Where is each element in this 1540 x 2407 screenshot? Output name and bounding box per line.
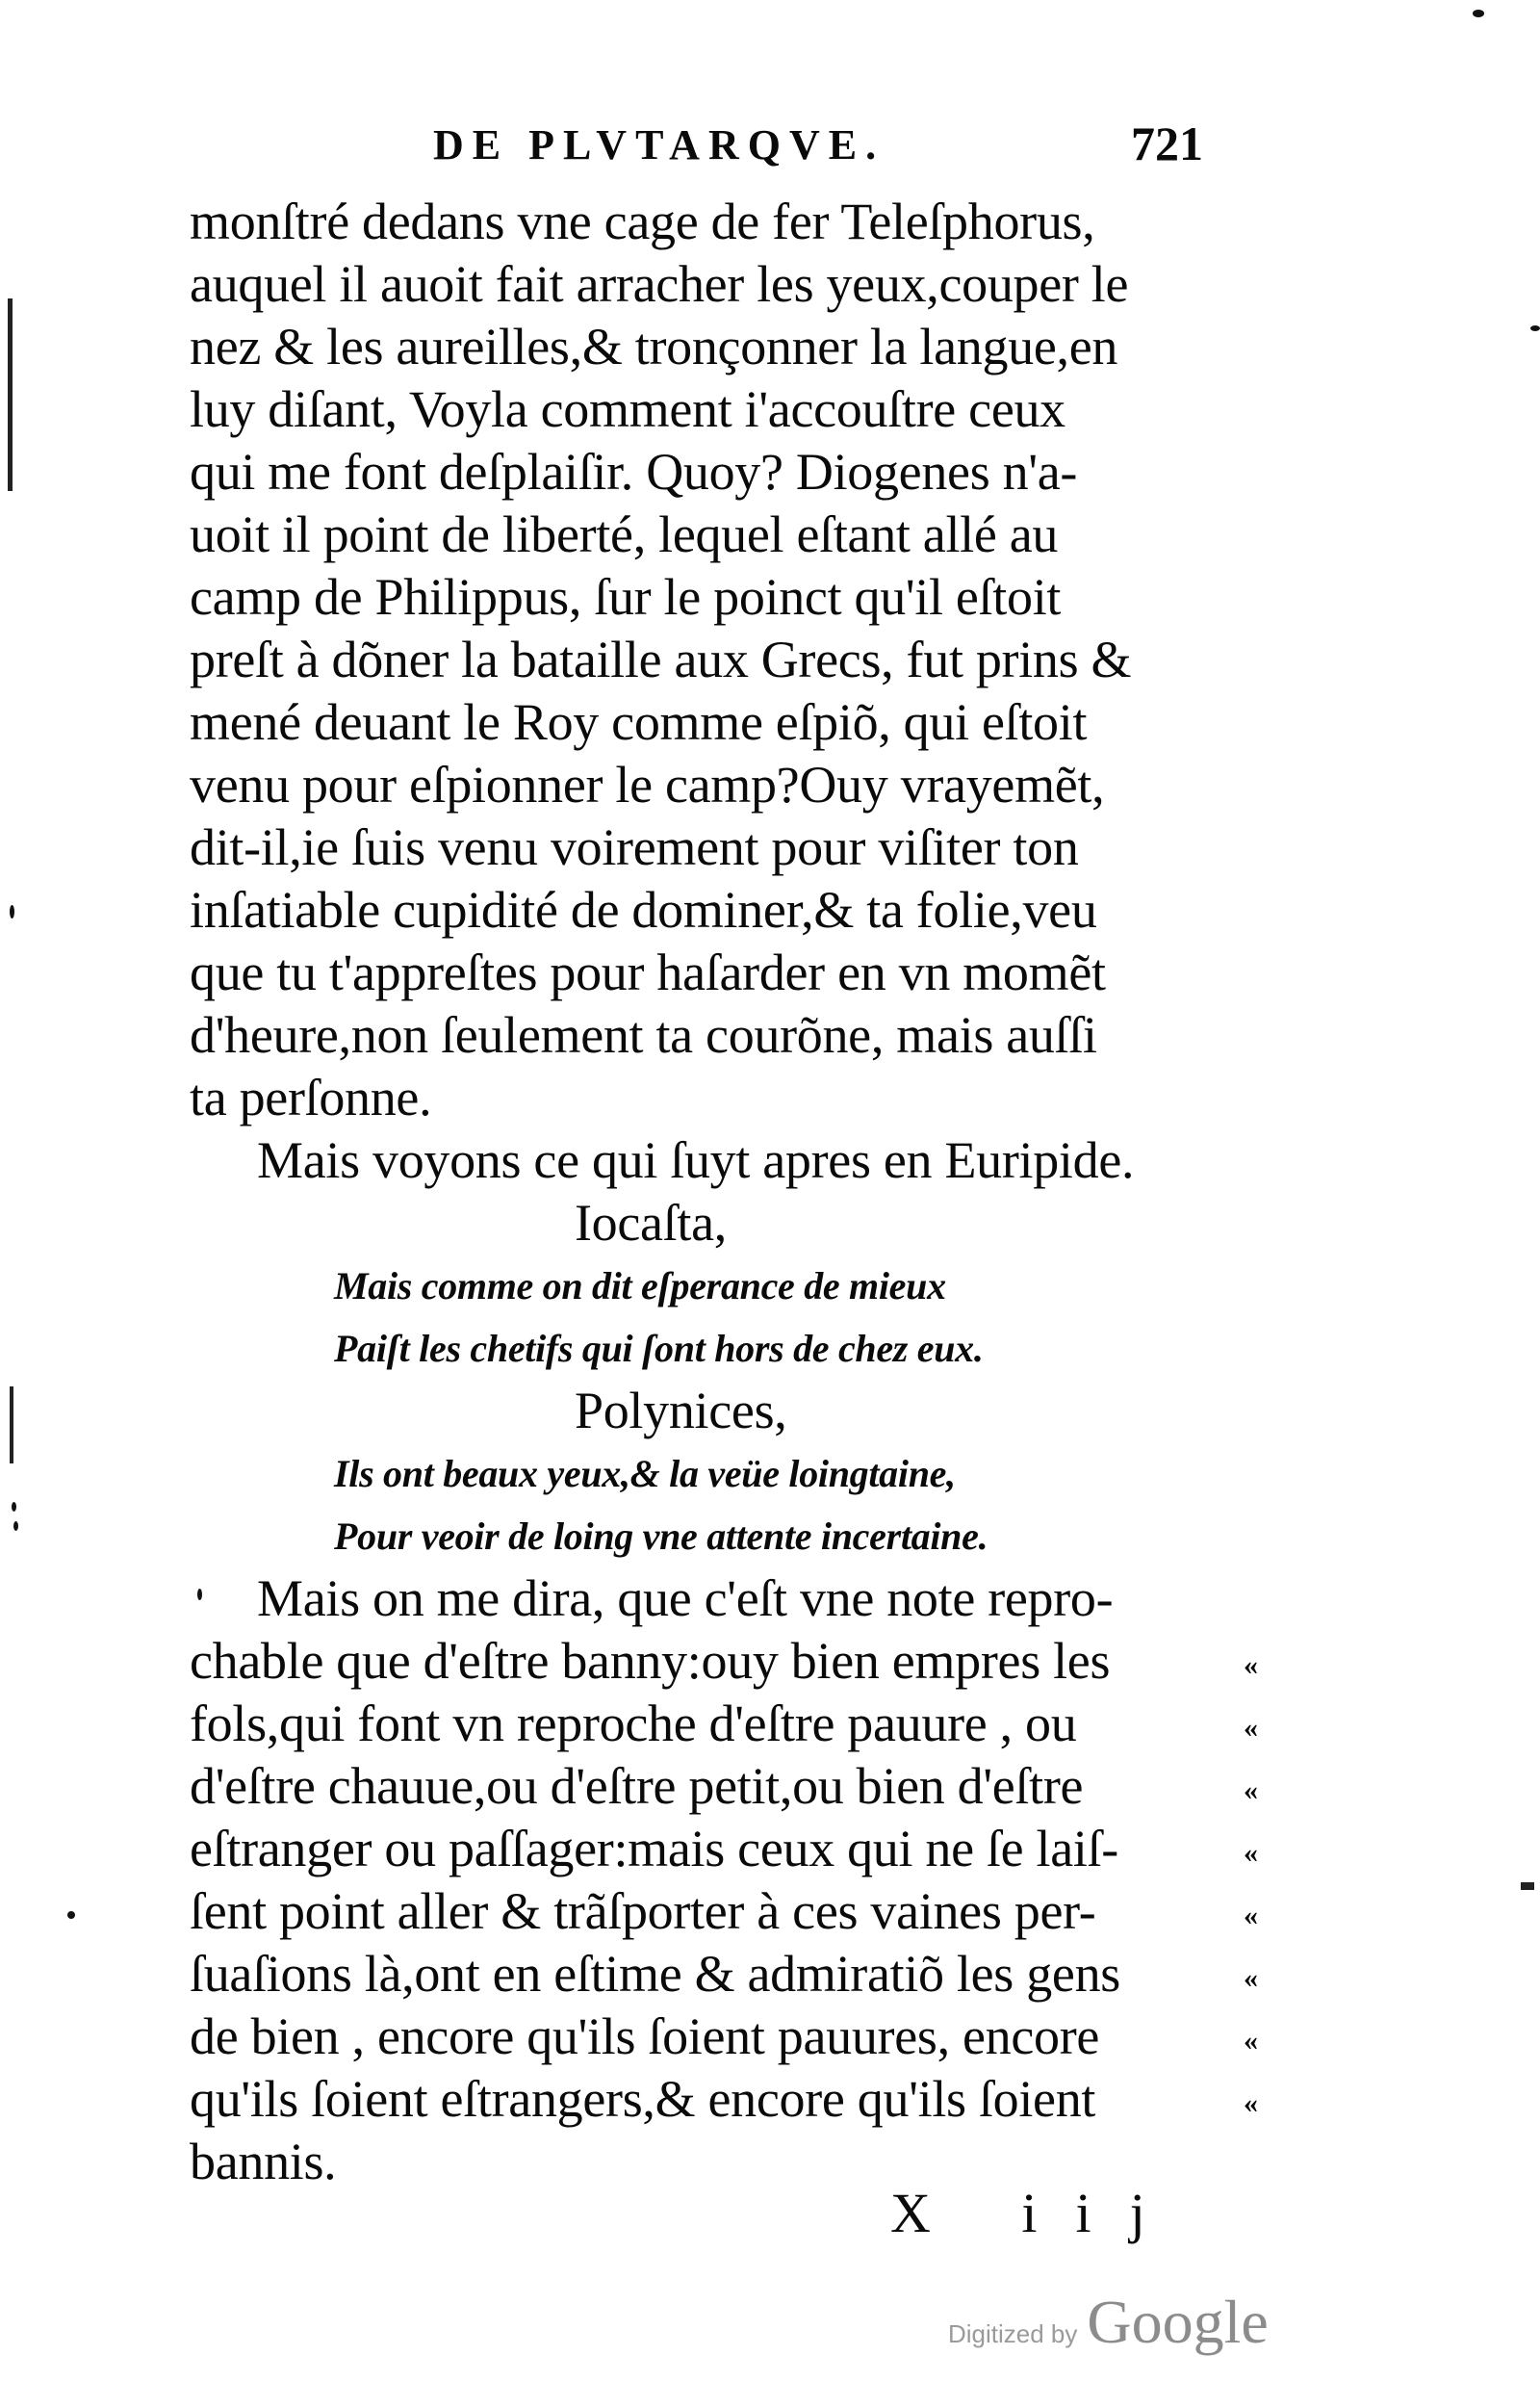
quote-mark: « <box>1244 2087 1258 2119</box>
text-line: ta perſonne. <box>190 1069 432 1126</box>
quoted-line-text: qu'ils ſoient eſtrangers,& encore qu'ils ſoient <box>190 2070 1096 2128</box>
verse-line: Mais comme on dit eſperance de mieux <box>334 1264 946 1307</box>
quote-mark: « <box>1244 2025 1258 2057</box>
scan-speck <box>13 1521 18 1531</box>
text-line: venu pour eſpionner le camp?Ouy vrayemẽt, <box>190 756 1105 814</box>
text-line: nez & les aureilles,& tronçonner la langue,en <box>190 318 1118 375</box>
text-line: preſt à dõner la bataille aux Grecs, fut prins & <box>190 631 1132 688</box>
body-text <box>190 191 1258 2193</box>
text-line: auquel il auoit fait arracher les yeux,couper le <box>190 255 1129 313</box>
speaker-name: Polynices, <box>575 1382 787 1439</box>
quoted-line-text: ſuaſions là,ont en eſtime & admiratiõ les gens <box>190 1945 1120 2003</box>
quoted-line <box>190 2068 1258 2131</box>
quoted-line-text: chable que d'eſtre banny:ouy bien empres les <box>190 1632 1111 1690</box>
text-line: Mais voyons ce qui ſuyt apres en Euripide. <box>257 1131 1135 1189</box>
text-line: d'heure,non ſeulement ta courõne, mais auſſi <box>190 1006 1097 1064</box>
scan-speck <box>10 905 14 919</box>
scan-speck <box>1473 10 1484 17</box>
quote-mark: « <box>1244 1774 1258 1806</box>
quote-mark: « <box>1244 1837 1258 1869</box>
quoted-line-text: ſent point aller & trãſporter à ces vaines per- <box>190 1882 1096 1940</box>
quoted-line-text: eſtranger ou paſſager:mais ceux qui ne ſe laiſ- <box>190 1820 1118 1877</box>
text-line: qui me font deſplaiſir. Quoy? Diogenes n'a- <box>190 443 1078 501</box>
watermark-logo: Google <box>1087 2288 1269 2356</box>
page-number: 721 <box>1131 116 1203 170</box>
quote-mark: « <box>1244 1900 1258 1931</box>
quoted-line-text: d'eſtre chauue,ou d'eſtre petit,ou bien d'eſtre <box>190 1757 1084 1815</box>
speaker-name: Iocaſta, <box>575 1194 727 1252</box>
signature-mark: X iij <box>890 2182 1184 2244</box>
quoted-line <box>190 1755 1258 1818</box>
text-line: que tu t'appreſtes pour haſarder en vn momẽt <box>190 944 1106 1001</box>
quoted-line-text: fols,qui font vn reproche d'eſtre pauure , ou <box>190 1695 1077 1752</box>
verse-line: Paiſt les chetifs qui ſont hors de chez eux. <box>334 1327 984 1370</box>
scan-speck <box>197 1589 202 1600</box>
text-line: inſatiable cupidité de dominer,& ta folie,veu <box>190 881 1097 939</box>
text-line: dit-il,ie ſuis venu voirement pour viſiter ton <box>190 818 1079 876</box>
quoted-line-text: de bien , encore qu'ils ſoient pauures, encore <box>190 2007 1100 2065</box>
margin-mark <box>10 1386 13 1463</box>
quote-mark: « <box>1244 1962 1258 1994</box>
text-line: mené deuant le Roy comme eſpiõ, qui eſtoit <box>190 693 1088 751</box>
margin-mark <box>1521 1882 1534 1890</box>
running-head: DE PLVTARQVE. <box>433 121 886 168</box>
text-line: Mais on me dira, que c'eſt vne note repro- <box>257 1569 1114 1627</box>
text-line: camp de Philippus, ſur le poinct qu'il eſtoit <box>190 568 1062 626</box>
quoted-line <box>190 1943 1258 2006</box>
digitization-watermark <box>948 2287 1269 2358</box>
margin-mark <box>8 298 13 491</box>
scan-speck <box>1530 325 1540 331</box>
quote-mark: « <box>1244 1649 1258 1681</box>
text-line: monſtré dedans vne cage de fer Teleſphorus, <box>190 193 1095 250</box>
scan-speck <box>12 1502 16 1512</box>
verse-line: Pour veoir de loing vne attente incertaine. <box>334 1514 988 1558</box>
quoted-line <box>190 1630 1258 1693</box>
verse-line: Ils ont beaux yeux,& la veüe loingtaine, <box>334 1452 956 1495</box>
watermark-prefix: Digitized by <box>948 2319 1078 2348</box>
text-line: uoit il point de liberté, lequel eſtant allé au <box>190 505 1059 563</box>
quoted-line <box>190 2006 1258 2068</box>
text-line: bannis. <box>190 2133 337 2190</box>
quote-mark: « <box>1244 1712 1258 1744</box>
text-line: luy diſant, Voyla comment i'accouſtre ceux <box>190 380 1065 438</box>
quoted-line <box>190 1880 1258 1943</box>
quoted-line <box>190 1818 1258 1880</box>
quoted-line <box>190 1693 1258 1755</box>
scan-speck <box>67 1911 75 1919</box>
